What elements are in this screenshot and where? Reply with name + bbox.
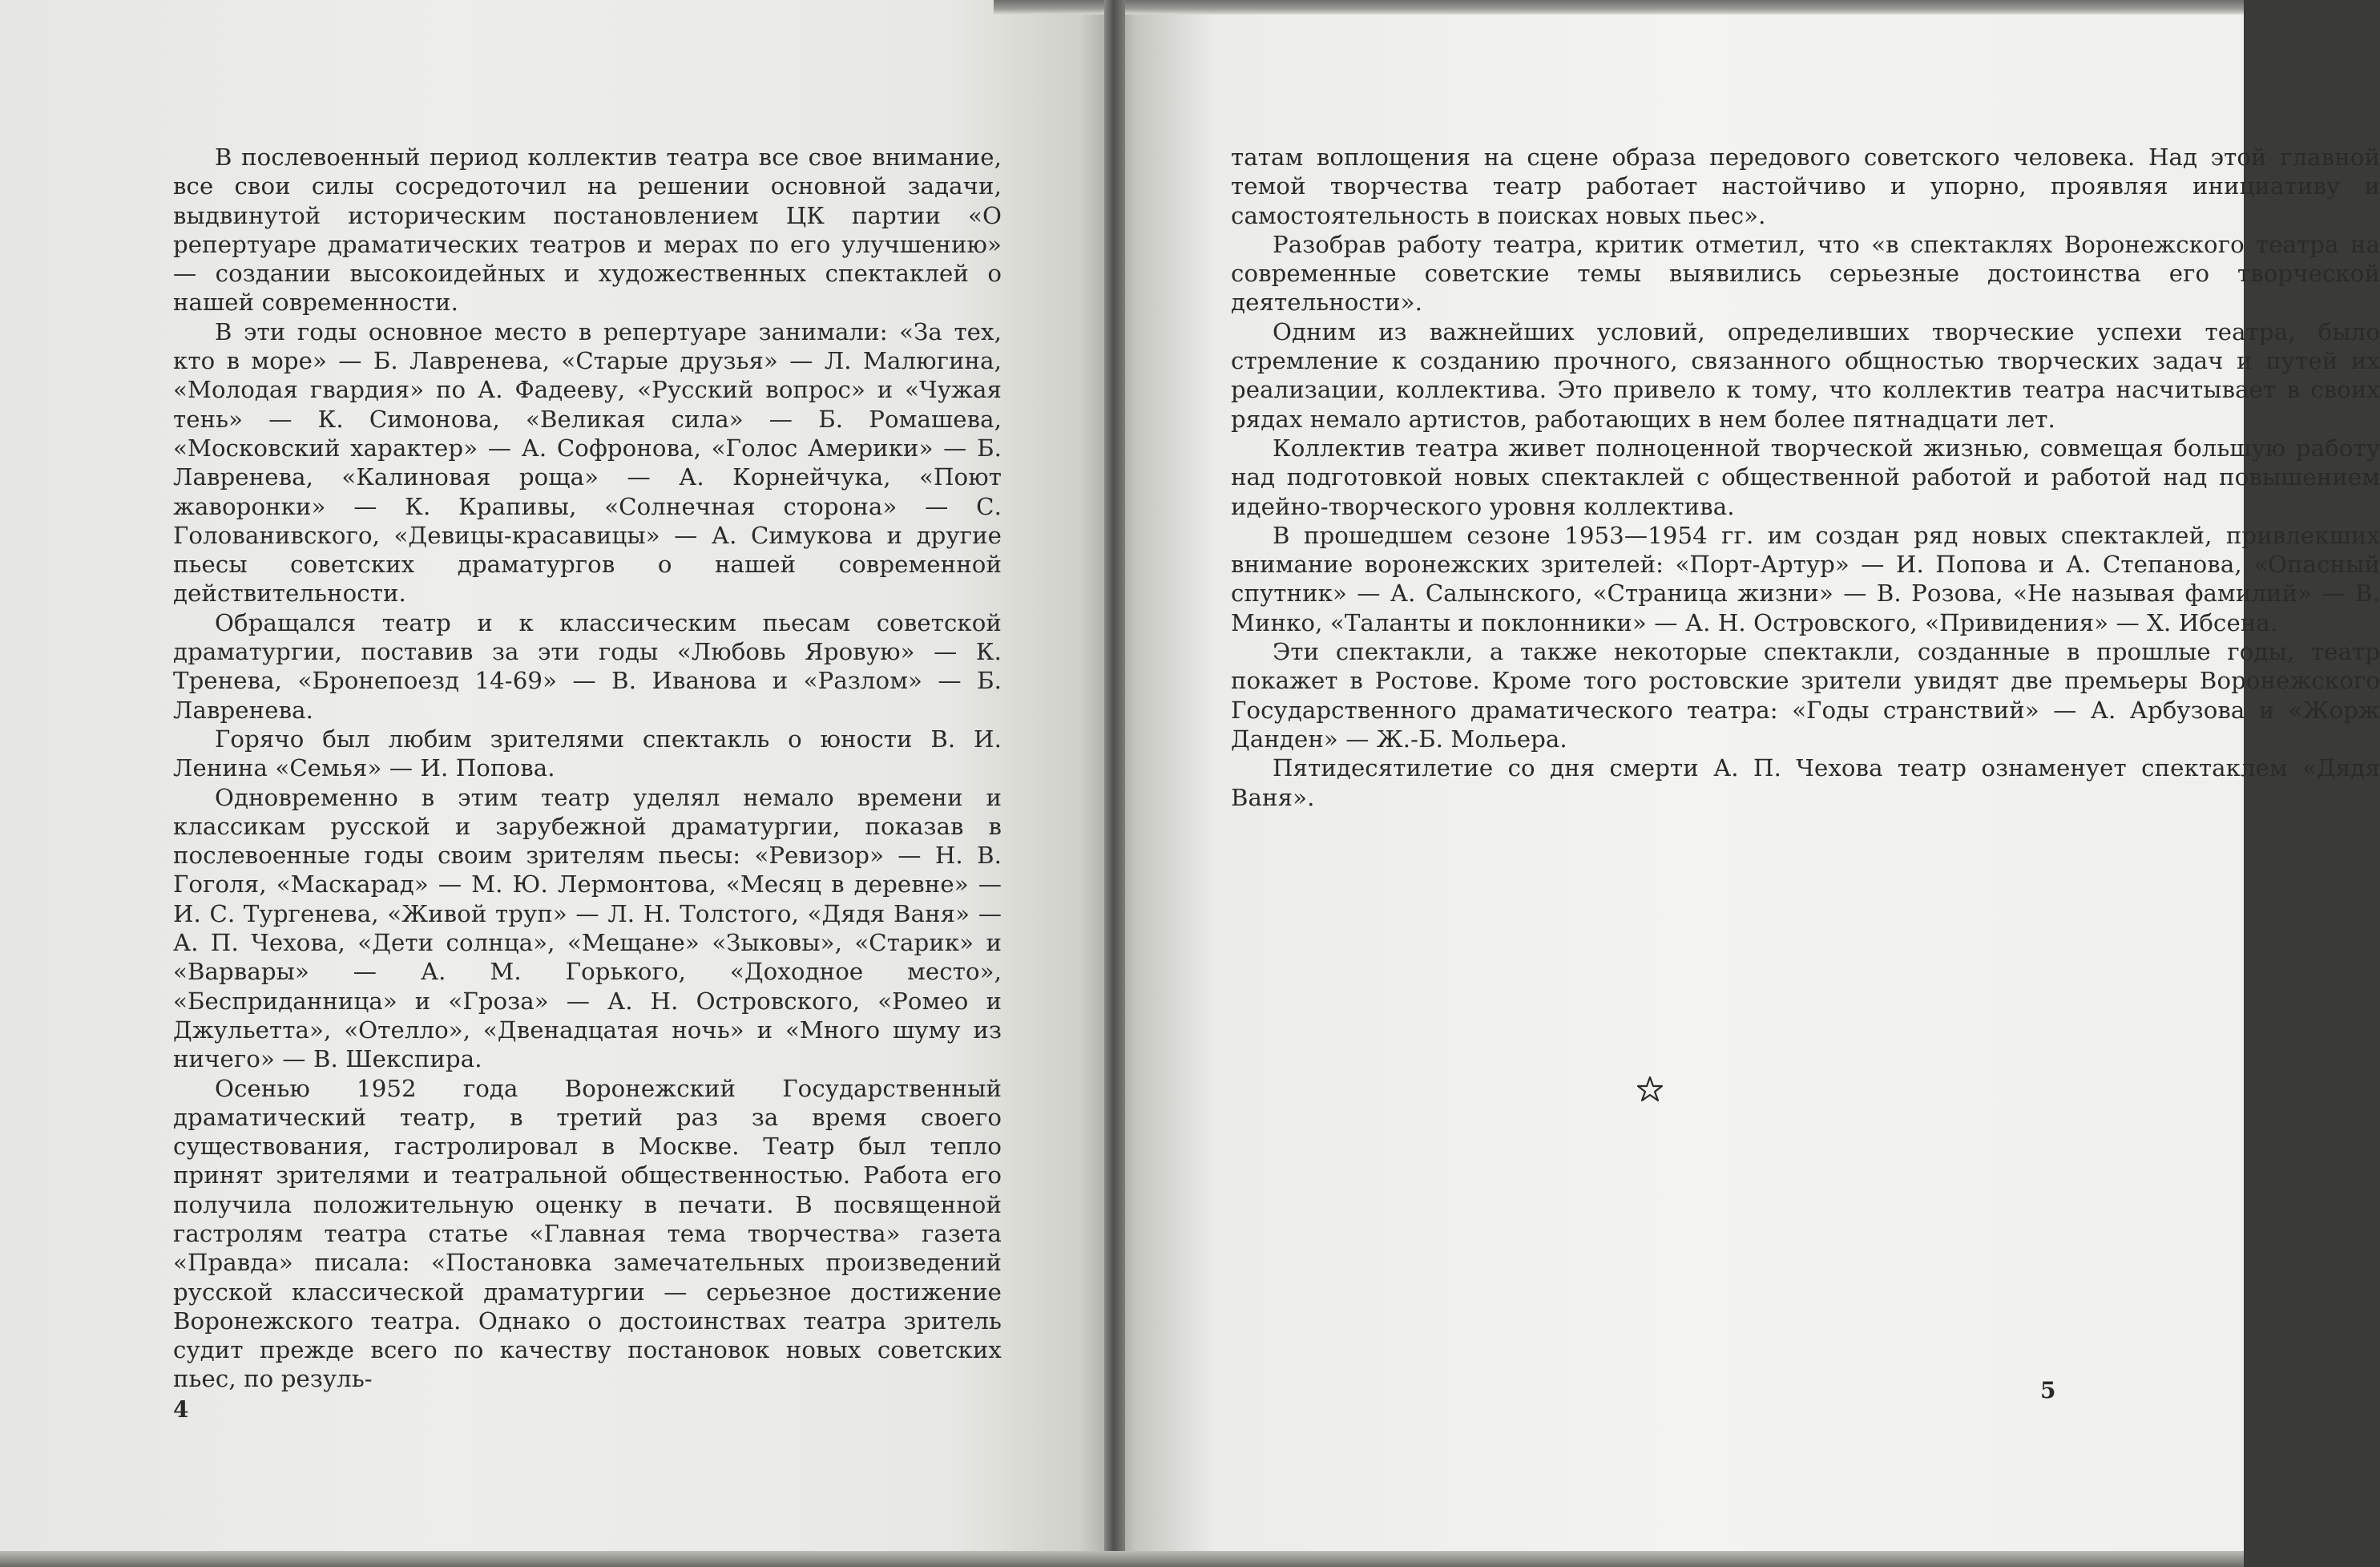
paragraph: Горячо был любим зрителями спектакль о юности В. И. Ленина «Семья» — И. Попова. [173, 725, 1002, 782]
paragraph: Эти спектакли, а также некоторые спектакли, созданные в прошлые годы, театр покажет в Ростове. Кроме того ростовские зрители увидят две премьеры Воронежского Государственного драматического театра: «Годы странствий» — А. Арбузова и «Жорж Данден» — Ж.-Б. Мольера. [1231, 638, 2380, 753]
page-number: 4 [173, 1396, 189, 1423]
page-number: 5 [2040, 1377, 2056, 1403]
paragraph: Пятидесятилетие со дня смерти А. П. Чехова театр ознаменует спектаклем «Дядя Ваня». [1231, 754, 2380, 811]
paragraph: Разобрав работу театра, критик отметил, что «в спектаклях Воронежского театра на современные советские темы выявились серьезные достоинства его творческой деятельности». [1231, 230, 2380, 317]
paragraph: Осенью 1952 года Воронежский Государственный драматический театр, в третий раз за время своего существования, гастролировал в Москве. Театр был тепло принят зрителями и театральной общественностью. Работа его получила положительную оценку в печати. В посвященной гастролям театра статье «Главная тема творчества» газета «Правда» писала: «Постановка замечательных произведений русской классической драматургии — серьезное достижение Воронежского театра. Однако о достоинствах театра зритель судит прежде всего по качеству постановок новых советских пьес, по резуль- [173, 1074, 1002, 1393]
paragraph: В эти годы основное место в репертуаре занимали: «За тех, кто в море» — Б. Лавренева, «Старые друзья» — Л. Малюгина, «Молодая гвардия» по А. Фадееву, «Русский вопрос» и «Чужая тень» — К. Симонова, «Великая сила» — Б. Ромашева, «Московский характер» — А. Софронова, «Голос Америки» — Б. Лавренева, «Калиновая роща» — А. Корнейчука, «Поют жаворонки» — К. Крапивы, «Солнечная сторона» — С. Голованивского, «Девицы-красавицы» — А. Симукова и другие пьесы советских драматургов о нашей современной действительности. [173, 317, 1002, 608]
paragraph: Одновременно в этим театр уделял немало времени и классикам русской и зарубежной драматургии, показав в послевоенные годы своим зрителям пьесы: «Ревизор» — Н. В. Гоголя, «Маскарад» — М. Ю. Лермонтова, «Месяц в деревне» — И. С. Тургенева, «Живой труп» — Л. Н. Толстого, «Дядя Ваня» — А. П. Чехова, «Дети солнца», «Мещане» «Зыковы», «Старик» и «Варвары» — А. М. Горького, «Доходное место», «Бесприданница» и «Гроза» — А. Н. Островского, «Ромео и Джульетта», «Отелло», «Двенадцатая ночь» и «Много шуму из ничего» — В. Шекспира. [173, 783, 1002, 1073]
paragraph-continuation: татам воплощения на сцене образа передового советского человека. Над этой главной темой творчества театр работает настойчиво и упорно, проявляя инициативу и самостоятельность в поисках новых пьес». [1231, 143, 2380, 229]
paragraph: Обращался театр и к классическим пьесам советской драматургии, поставив за эти годы «Любовь Яровую» — К. Тренева, «Бронепоезд 14-69» — В. Иванова и «Разлом» — Б. Лавренева. [173, 608, 1002, 724]
page-bottom-edge [0, 1551, 2244, 1567]
page-top-edge [994, 0, 2244, 14]
book-gutter [1104, 0, 1125, 1567]
paragraph: В послевоенный период коллектив театра все свое внимание, все свои силы сосредоточил на решении основной задачи, выдвинутой историческим постановлением ЦК партии «О репертуаре драматических театров и мерах по его улучшению» — создании высокоидейных и художественных спектаклей о нашей современности. [173, 143, 1002, 317]
paragraph: Коллектив театра живет полноценной творческой жизнью, совмещая большую работу над подготовкой новых спектаклей с общественной работой и работой над повышением идейно-творческого уровня коллектива. [1231, 434, 2380, 520]
left-page [0, 0, 1114, 1567]
right-page [1114, 0, 2380, 1567]
left-page-text [173, 143, 1002, 1394]
paragraph: Одним из важнейших условий, определивших творческие успехи театра, было стремление к созданию прочного, связанного общностью творческих задач и путей их реализации, коллектива. Это привело к тому, что коллектив театра насчитывает в своих рядах немало артистов, работающих в нем более пятнадцати лет. [1231, 317, 2380, 433]
paragraph: В прошедшем сезоне 1953—1954 гг. им создан ряд новых спектаклей, привлекших внимание воронежских зрителей: «Порт-Артур» — И. Попова и А. Степанова, «Опасный спутник» — А. Салынского, «Страница жизни» — В. Розова, «Не называя фамилий» — В. Минко, «Таланты и поклонники» — А. Н. Островского, «Привидения» — Х. Ибсена. [1231, 521, 2380, 636]
star-icon [1636, 1076, 1664, 1103]
right-page-text [1231, 143, 2380, 812]
